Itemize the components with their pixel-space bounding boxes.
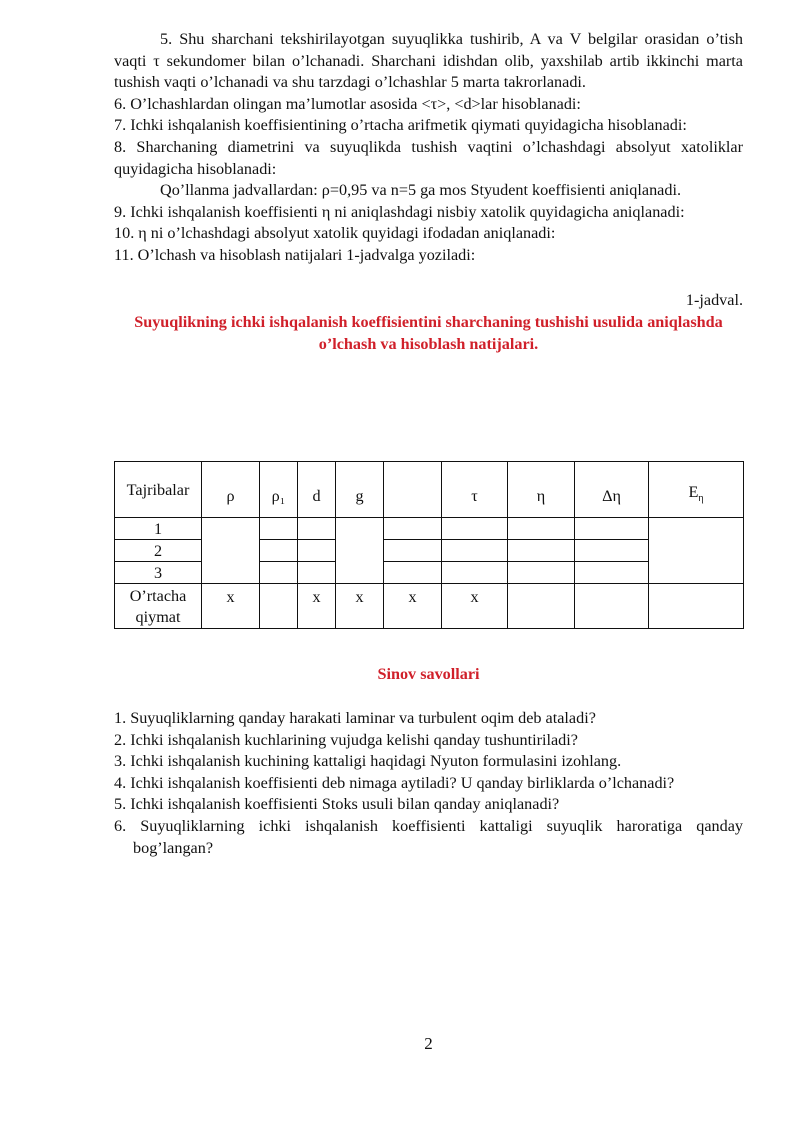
avg-cell bbox=[575, 584, 649, 629]
avg-cell: x bbox=[442, 584, 508, 629]
page-content bbox=[114, 29, 743, 857]
cell bbox=[508, 562, 575, 584]
page-number: 2 bbox=[424, 1034, 433, 1053]
table-reference: 1-jadval. bbox=[685, 290, 743, 309]
cell bbox=[384, 518, 442, 540]
question-item: 1. Suyuqliklarning qanday harakati laminar va turbulent oqim deb ataladi? bbox=[114, 709, 596, 727]
header-rho1: ρ₁ bbox=[260, 462, 298, 518]
cell bbox=[575, 518, 649, 540]
cell bbox=[298, 562, 336, 584]
step-11: 11. O’lchash va hisoblash natijalari 1-jadvalga yoziladi: bbox=[114, 245, 476, 264]
cell bbox=[508, 540, 575, 562]
cell-rho bbox=[202, 518, 260, 584]
cell bbox=[508, 518, 575, 540]
cell bbox=[298, 518, 336, 540]
cell bbox=[298, 540, 336, 562]
header-g: g bbox=[336, 462, 384, 518]
avg-cell bbox=[508, 584, 575, 629]
student-coefficient-note: Qo’llanma jadvallardan: ρ=0,95 va n=5 ga mos Styudent koeffisienti aniqlanadi. bbox=[160, 181, 681, 200]
header-eta: η bbox=[508, 462, 575, 518]
avg-cell bbox=[649, 584, 744, 629]
step-10: 10. η ni o’lchashdagi absolyut xatolik quyidagi ifodadan aniqlanadi: bbox=[114, 224, 556, 243]
avg-cell: x bbox=[202, 584, 260, 629]
step-6: 6. O’lchashlardan olingan ma’lumotlar asosida <τ>, <d>lar hisoblanadi: bbox=[114, 94, 581, 113]
header-delta-eta: Δη bbox=[575, 462, 649, 518]
row-number: 3 bbox=[115, 562, 202, 584]
header-d: d bbox=[298, 462, 336, 518]
questions-list bbox=[114, 708, 743, 859]
cell bbox=[260, 562, 298, 584]
question-item: 3. Ichki ishqalanish kuchining kattaligi haqidagi Nyuton formulasini izohlang. bbox=[114, 752, 622, 771]
header-rho: ρ bbox=[202, 462, 260, 518]
question-item: 6. Suyuqliklarning ichki ishqalanish koeffisienti kattaligi suyuqlik haroratiga qanday bog’langan? bbox=[114, 816, 743, 857]
question-item: 2. Ichki ishqalanish kuchlarining vujudga kelishi qanday tushuntiriladi? bbox=[114, 730, 578, 749]
avg-cell bbox=[260, 584, 298, 629]
question-item: 4. Ichki ishqalanish koeffisienti deb nimaga aytiladi? U qanday birliklarda o’lchanadi? bbox=[114, 773, 675, 792]
question-item: 5. Ichki ishqalanish koeffisienti Stoks usuli bilan qanday aniqlanadi? bbox=[114, 795, 560, 814]
step-9: 9. Ichki ishqalanish koeffisienti η ni aniqlashdagi nisbiy xatolik quyidagicha aniqlanadi: bbox=[114, 202, 685, 221]
step-7: 7. Ichki ishqalanish koeffisientining o’rtacha arifmetik qiymati quyidagicha hisoblanadi: bbox=[114, 116, 687, 135]
results-table bbox=[114, 461, 744, 629]
step-8: 8. Sharchaning diametrini va suyuqlikda tushish vaqtini o’lchashdagi absolyut xatoliklar quyidagicha hisoblanadi: bbox=[114, 137, 743, 178]
cell bbox=[575, 540, 649, 562]
questions-heading: Sinov savollari bbox=[377, 665, 480, 683]
header-blank bbox=[384, 462, 442, 518]
avg-cell: x bbox=[384, 584, 442, 629]
avg-cell: x bbox=[336, 584, 384, 629]
cell bbox=[442, 540, 508, 562]
cell bbox=[260, 540, 298, 562]
table-title: Suyuqlikning ichki ishqalanish koeffisientini sharchaning tushishi usulida aniqlashda o’lchash va hisoblash natijalari. bbox=[134, 312, 723, 353]
header-tau: τ bbox=[442, 462, 508, 518]
row-number: 1 bbox=[115, 518, 202, 540]
step-5: 5. Shu sharchani tekshirilayotgan suyuqlikka tushirib, A va V belgilar orasidan o’tish vaqti τ sekundomer bilan o’lchanadi. Sharchani idishdan olib, yaxshilab artib ikkinchi marta tushish vaqti o’lchanadi va shu tarzdagi o’lchashlar 5 marta takrorlanadi. bbox=[114, 30, 743, 92]
cell bbox=[260, 518, 298, 540]
cell bbox=[442, 518, 508, 540]
row-average-label: O’rtacha qiymat bbox=[115, 584, 202, 629]
row-number: 2 bbox=[115, 540, 202, 562]
avg-cell: x bbox=[298, 584, 336, 629]
cell-relative-error bbox=[649, 518, 744, 584]
cell bbox=[442, 562, 508, 584]
cell-g bbox=[336, 518, 384, 584]
header-experiments: Tajribalar bbox=[115, 462, 202, 518]
cell bbox=[575, 562, 649, 584]
header-relative-error: $E_\eta$ bbox=[649, 462, 744, 518]
cell bbox=[384, 562, 442, 584]
cell bbox=[384, 540, 442, 562]
